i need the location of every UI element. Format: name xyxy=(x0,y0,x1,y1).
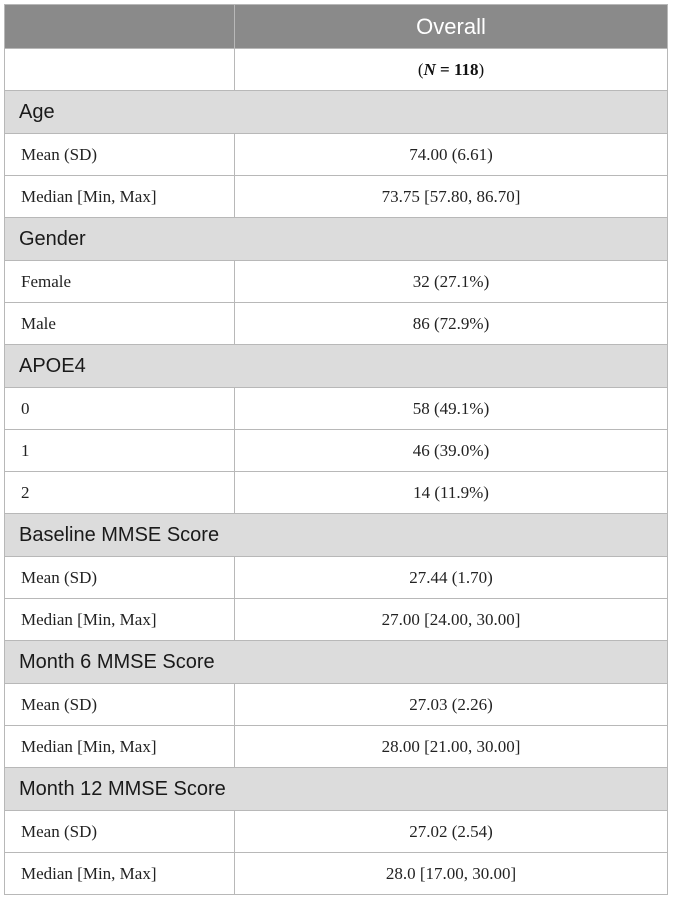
sample-size-open-paren: ( xyxy=(417,59,424,79)
table-row xyxy=(5,557,668,599)
sample-size-equals: = xyxy=(435,59,454,79)
section-title: APOE4 xyxy=(5,345,668,388)
row-value: 73.75 [57.80, 86.70] xyxy=(235,176,668,218)
table-row xyxy=(5,176,668,218)
row-label: 1 xyxy=(5,430,235,472)
row-value: 86 (72.9%) xyxy=(235,303,668,345)
section-title: Age xyxy=(5,91,668,134)
row-label: 2 xyxy=(5,472,235,514)
row-label: Mean (SD) xyxy=(5,811,235,853)
header-empty-cell xyxy=(5,5,235,49)
row-label: Mean (SD) xyxy=(5,134,235,176)
section-header-row xyxy=(5,641,668,684)
section-title: Gender xyxy=(5,218,668,261)
sample-size-close-paren: ) xyxy=(478,59,485,79)
table-header-row xyxy=(5,5,668,49)
row-value: 74.00 (6.61) xyxy=(235,134,668,176)
row-value: 28.0 [17.00, 30.00] xyxy=(235,853,668,895)
row-label: Female xyxy=(5,261,235,303)
sample-size-symbol: N xyxy=(423,59,436,79)
section-header-row xyxy=(5,514,668,557)
row-value: 28.00 [21.00, 30.00] xyxy=(235,726,668,768)
table-row xyxy=(5,599,668,641)
table-row xyxy=(5,726,668,768)
table-row xyxy=(5,853,668,895)
row-value: 58 (49.1%) xyxy=(235,388,668,430)
row-value: 27.44 (1.70) xyxy=(235,557,668,599)
section-title: Month 12 MMSE Score xyxy=(5,768,668,811)
section-header-row xyxy=(5,345,668,388)
sample-size-cell xyxy=(235,49,668,91)
table-row xyxy=(5,684,668,726)
row-value: 32 (27.1%) xyxy=(235,261,668,303)
row-value: 46 (39.0%) xyxy=(235,430,668,472)
row-label: 0 xyxy=(5,388,235,430)
section-title: Baseline MMSE Score xyxy=(5,514,668,557)
section-title: Month 6 MMSE Score xyxy=(5,641,668,684)
table-row xyxy=(5,388,668,430)
section-header-row xyxy=(5,768,668,811)
table-row xyxy=(5,430,668,472)
table-row xyxy=(5,303,668,345)
row-value: 27.03 (2.26) xyxy=(235,684,668,726)
row-value: 27.00 [24.00, 30.00] xyxy=(235,599,668,641)
section-header-row xyxy=(5,218,668,261)
row-value: 27.02 (2.54) xyxy=(235,811,668,853)
summary-table xyxy=(4,4,668,895)
table-row xyxy=(5,261,668,303)
section-header-row xyxy=(5,91,668,134)
row-label: Median [Min, Max] xyxy=(5,176,235,218)
row-label: Median [Min, Max] xyxy=(5,726,235,768)
row-label: Median [Min, Max] xyxy=(5,599,235,641)
sample-size-value: 118 xyxy=(453,59,479,79)
table-row xyxy=(5,811,668,853)
sample-size-row xyxy=(5,49,668,91)
row-label: Median [Min, Max] xyxy=(5,853,235,895)
table-row xyxy=(5,134,668,176)
row-label: Mean (SD) xyxy=(5,684,235,726)
sample-size-empty-cell xyxy=(5,49,235,91)
row-value: 14 (11.9%) xyxy=(235,472,668,514)
row-label: Male xyxy=(5,303,235,345)
table-row xyxy=(5,472,668,514)
header-overall: Overall xyxy=(235,5,668,49)
row-label: Mean (SD) xyxy=(5,557,235,599)
